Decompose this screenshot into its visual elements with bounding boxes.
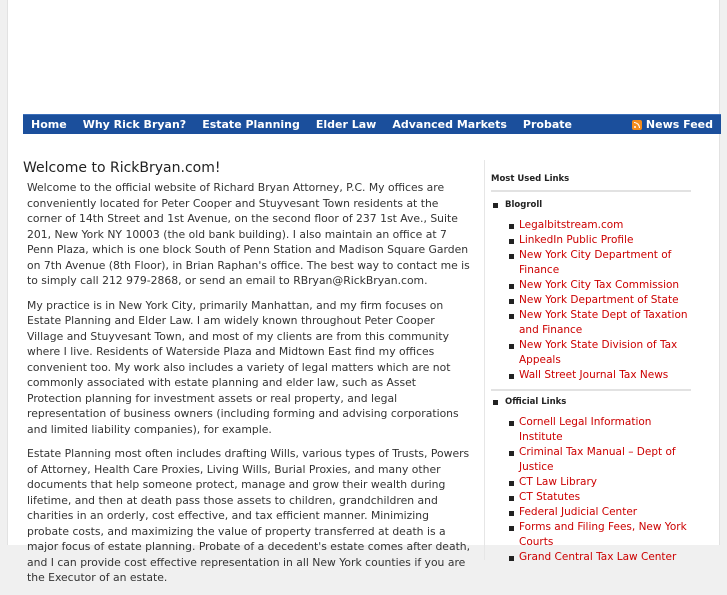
blogroll-link[interactable]: LinkedIn Public Profile	[509, 233, 691, 248]
rss-icon	[632, 120, 642, 130]
official-link[interactable]: Criminal Tax Manual – Dept of Justice	[509, 445, 691, 475]
sidebar-divider	[491, 389, 691, 391]
official-link[interactable]: Grand Central Tax Law Center	[509, 550, 691, 565]
blogroll-link[interactable]: Legalbitstream.com	[509, 218, 691, 233]
sidebar-heading: Most Used Links	[491, 174, 691, 192]
nav-home[interactable]: Home	[31, 117, 67, 131]
blogroll-link[interactable]: New York State Dept of Taxation and Finance	[509, 308, 691, 338]
page-title: Welcome to RickBryan.com!	[23, 160, 221, 176]
blogroll-link[interactable]: Wall Street Journal Tax News	[509, 368, 691, 383]
bullet-icon	[493, 400, 498, 405]
bullet-icon	[493, 203, 498, 208]
official-links-list	[491, 415, 691, 565]
news-feed-label[interactable]: News Feed	[645, 118, 713, 131]
official-link[interactable]: CT Statutes	[509, 490, 691, 505]
nav-why-rick-bryan[interactable]: Why Rick Bryan?	[82, 117, 187, 131]
official-link[interactable]: Federal Judicial Center	[509, 505, 691, 520]
blogroll-list	[491, 218, 691, 383]
column-divider	[484, 160, 485, 560]
blogroll-link[interactable]: New York City Tax Commission	[509, 278, 691, 293]
official-links-heading	[493, 397, 691, 407]
blogroll-link[interactable]: New York Department of State	[509, 293, 691, 308]
header	[8, 0, 719, 113]
official-link[interactable]: Forms and Filing Fees, New York Courts	[509, 520, 691, 550]
paragraph-practice: My practice is in New York City, primarily Manhattan, and my firm focuses on Estate Planning and Elder Law. I am widely known throughout Peter Cooper Village and Stuyvesant Town, and most of my clients are from this community where I live. Residents of Waterside Plaza and Midtown East find my offices convenient too. My work also includes a variety of legal matters which are not commonly associated with estate planning and elder law, such as Asset Protection planning for investment assets or real property, and legal representation of business owners (including forming and advising corporations and limited liability companies), for example.	[27, 298, 459, 436]
nav-probate[interactable]: Probate	[522, 117, 572, 131]
paragraph-estate-planning: Estate Planning most often includes drafting Wills, various types of Trusts, Powers of Attorney, Health Care Proxies, Living Wills, Burial Proxies, and many other documents that help someone protect, manage and grow their wealth during lifetime, and then at death pass those assets to children, grandchildren and charities in an orderly, cost effective, and tax efficient manner. Minimizing probate costs, and maximizing the value of property transferred at death is a major focus of estate planning. Probate of a decedent's estate comes after death, and I can provide cost effective representation in all New York counties if you are the Executor of an estate.	[27, 447, 471, 584]
blogroll-heading	[493, 200, 691, 210]
official-link[interactable]: CT Law Library	[509, 475, 691, 490]
nav-estate-planning[interactable]: Estate Planning	[202, 117, 300, 131]
main-nav	[23, 114, 721, 134]
main-content	[23, 160, 473, 595]
official-link[interactable]: Cornell Legal Information Institute	[509, 415, 691, 445]
news-feed-link[interactable]	[632, 115, 713, 135]
nav-advanced-markets[interactable]: Advanced Markets	[392, 117, 507, 131]
blogroll-label: Blogroll	[505, 200, 543, 210]
blogroll-link[interactable]: New York State Division of Tax Appeals	[509, 338, 691, 368]
nav-elder-law[interactable]: Elder Law	[315, 117, 377, 131]
sidebar	[491, 168, 691, 565]
blogroll-link[interactable]: New York City Department of Finance	[509, 248, 691, 278]
paragraph-intro: Welcome to the official website of Richard Bryan Attorney, P.C. My offices are conveniently located for Peter Cooper and Stuyvesant Town residents at the corner of 14th Street and 1st Avenue, on the second floor of 237 1st Ave., Suite 201, New York NY 10003 (the old bank building). I also maintain an office at 7 Penn Plaza, which is one block South of Penn Station and Madison Square Garden on 7th Avenue (8th Floor), in Brian Raphan's office. The best way to contact me is to simply call 212 979-2868, or send an email to RBryan@RickBryan.com.	[27, 181, 470, 287]
official-links-label: Official Links	[505, 397, 567, 407]
page	[7, 0, 720, 584]
